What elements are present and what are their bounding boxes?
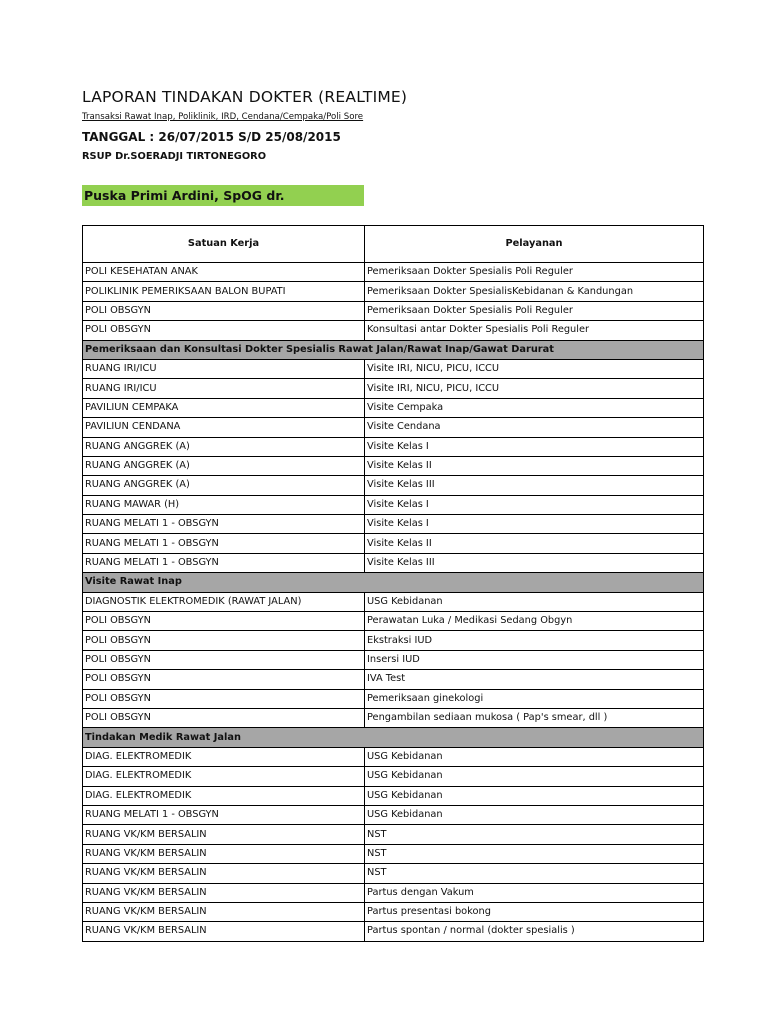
service-cell: USG Kebidanan — [365, 805, 704, 824]
service-cell: USG Kebidanan — [365, 747, 704, 766]
unit-cell: RUANG MELATI 1 - OBSGYN — [83, 534, 365, 553]
section-title: Visite Rawat Inap — [83, 573, 704, 592]
unit-cell: PAVILIUN CENDANA — [83, 418, 365, 437]
service-cell: Visite Kelas I — [365, 515, 704, 534]
table-row — [83, 805, 704, 824]
unit-cell: RUANG MELATI 1 - OBSGYN — [83, 515, 365, 534]
table-header-row — [83, 226, 704, 263]
service-cell: Visite Kelas III — [365, 476, 704, 495]
table-body — [83, 263, 704, 942]
table-row — [83, 825, 704, 844]
service-cell: Visite Kelas I — [365, 495, 704, 514]
unit-cell: RUANG IRI/ICU — [83, 379, 365, 398]
service-cell: Perawatan Luka / Medikasi Sedang Obgyn — [365, 612, 704, 631]
unit-cell: RUANG VK/KM BERSALIN — [83, 864, 365, 883]
service-cell: Visite IRI, NICU, PICU, ICCU — [365, 379, 704, 398]
table-row — [83, 476, 704, 495]
table-row — [83, 631, 704, 650]
table-row — [83, 398, 704, 417]
table-row — [83, 534, 704, 553]
section-header-row — [83, 573, 704, 592]
report-subtitle: Transaksi Rawat Inap, Poliklinik, IRD, Cendana/Cempaka/Poli Sore — [82, 112, 364, 122]
unit-cell: RUANG MAWAR (H) — [83, 495, 365, 514]
header-satuan-kerja: Satuan Kerja — [83, 226, 365, 263]
service-cell: Pemeriksaan ginekologi — [365, 689, 704, 708]
report-title: LAPORAN TINDAKAN DOKTER (REALTIME) — [82, 88, 408, 106]
unit-cell: RUANG VK/KM BERSALIN — [83, 883, 365, 902]
unit-cell: POLI OBSGYN — [83, 650, 365, 669]
table-row — [83, 650, 704, 669]
table-row — [83, 883, 704, 902]
unit-cell: RUANG ANGGREK (A) — [83, 456, 365, 475]
unit-cell: POLI OBSGYN — [83, 321, 365, 340]
service-cell: NST — [365, 844, 704, 863]
unit-cell: POLI OBSGYN — [83, 670, 365, 689]
date-range: TANGGAL : 26/07/2015 S/D 25/08/2015 — [82, 130, 341, 144]
service-cell: USG Kebidanan — [365, 592, 704, 611]
table-row — [83, 321, 704, 340]
table-row — [83, 282, 704, 301]
service-cell: NST — [365, 864, 704, 883]
table-row — [83, 922, 704, 941]
unit-cell: POLI OBSGYN — [83, 708, 365, 727]
services-table — [82, 225, 704, 942]
table-row — [83, 844, 704, 863]
unit-cell: RUANG ANGGREK (A) — [83, 437, 365, 456]
service-cell: Ekstraksi IUD — [365, 631, 704, 650]
unit-cell: POLI OBSGYN — [83, 689, 365, 708]
table-row — [83, 553, 704, 572]
service-cell: Pemeriksaan Dokter SpesialisKebidanan & Kandungan — [365, 282, 704, 301]
section-header-row — [83, 340, 704, 359]
service-cell: Partus dengan Vakum — [365, 883, 704, 902]
unit-cell: RUANG MELATI 1 - OBSGYN — [83, 553, 365, 572]
unit-cell: POLI OBSGYN — [83, 631, 365, 650]
service-cell: USG Kebidanan — [365, 767, 704, 786]
service-cell: NST — [365, 825, 704, 844]
unit-cell: DIAG. ELEKTROMEDIK — [83, 786, 365, 805]
unit-cell: POLI OBSGYN — [83, 301, 365, 320]
service-cell: Visite Cempaka — [365, 398, 704, 417]
table-row — [83, 612, 704, 631]
service-cell: Visite Kelas II — [365, 456, 704, 475]
table-row — [83, 515, 704, 534]
unit-cell: POLI OBSGYN — [83, 612, 365, 631]
table-row — [83, 359, 704, 378]
service-cell: Visite Kelas I — [365, 437, 704, 456]
service-cell: Pengambilan sediaan mukosa ( Pap's smear, dll ) — [365, 708, 704, 727]
service-cell: Visite Kelas III — [365, 553, 704, 572]
unit-cell: RUANG MELATI 1 - OBSGYN — [83, 805, 365, 824]
service-cell: IVA Test — [365, 670, 704, 689]
table-row — [83, 379, 704, 398]
unit-cell: RUANG VK/KM BERSALIN — [83, 922, 365, 941]
service-cell: Visite IRI, NICU, PICU, ICCU — [365, 359, 704, 378]
service-cell: Konsultasi antar Dokter Spesialis Poli Reguler — [365, 321, 704, 340]
unit-cell: RUANG VK/KM BERSALIN — [83, 844, 365, 863]
table-row — [83, 670, 704, 689]
service-cell: Visite Kelas II — [365, 534, 704, 553]
section-title: Pemeriksaan dan Konsultasi Dokter Spesialis Rawat Jalan/Rawat Inap/Gawat Darurat — [83, 340, 704, 359]
hospital-name: RSUP Dr.SOERADJI TIRTONEGORO — [82, 151, 267, 162]
section-header-row — [83, 728, 704, 747]
table-row — [83, 263, 704, 282]
table-row — [83, 902, 704, 921]
doctor-name: Puska Primi Ardini, SpOG dr. — [82, 185, 364, 206]
table-row — [83, 495, 704, 514]
service-cell: Partus spontan / normal (dokter spesialis ) — [365, 922, 704, 941]
service-cell: Pemeriksaan Dokter Spesialis Poli Reguler — [365, 263, 704, 282]
unit-cell: POLIKLINIK PEMERIKSAAN BALON BUPATI — [83, 282, 365, 301]
table-row — [83, 437, 704, 456]
table-row — [83, 418, 704, 437]
service-cell: USG Kebidanan — [365, 786, 704, 805]
unit-cell: RUANG VK/KM BERSALIN — [83, 902, 365, 921]
service-cell: Partus presentasi bokong — [365, 902, 704, 921]
service-cell: Insersi IUD — [365, 650, 704, 669]
table-row — [83, 301, 704, 320]
table-row — [83, 786, 704, 805]
table-row — [83, 456, 704, 475]
header-pelayanan: Pelayanan — [365, 226, 704, 263]
unit-cell: DIAG. ELEKTROMEDIK — [83, 767, 365, 786]
service-cell: Pemeriksaan Dokter Spesialis Poli Reguler — [365, 301, 704, 320]
unit-cell: RUANG VK/KM BERSALIN — [83, 825, 365, 844]
unit-cell: DIAGNOSTIK ELEKTROMEDIK (RAWAT JALAN) — [83, 592, 365, 611]
table-row — [83, 747, 704, 766]
unit-cell: DIAG. ELEKTROMEDIK — [83, 747, 365, 766]
unit-cell: POLI KESEHATAN ANAK — [83, 263, 365, 282]
unit-cell: RUANG IRI/ICU — [83, 359, 365, 378]
section-title: Tindakan Medik Rawat Jalan — [83, 728, 704, 747]
table-row — [83, 864, 704, 883]
table-row — [83, 689, 704, 708]
unit-cell: RUANG ANGGREK (A) — [83, 476, 365, 495]
table-row — [83, 592, 704, 611]
service-cell: Visite Cendana — [365, 418, 704, 437]
table-row — [83, 708, 704, 727]
unit-cell: PAVILIUN CEMPAKA — [83, 398, 365, 417]
table-row — [83, 767, 704, 786]
